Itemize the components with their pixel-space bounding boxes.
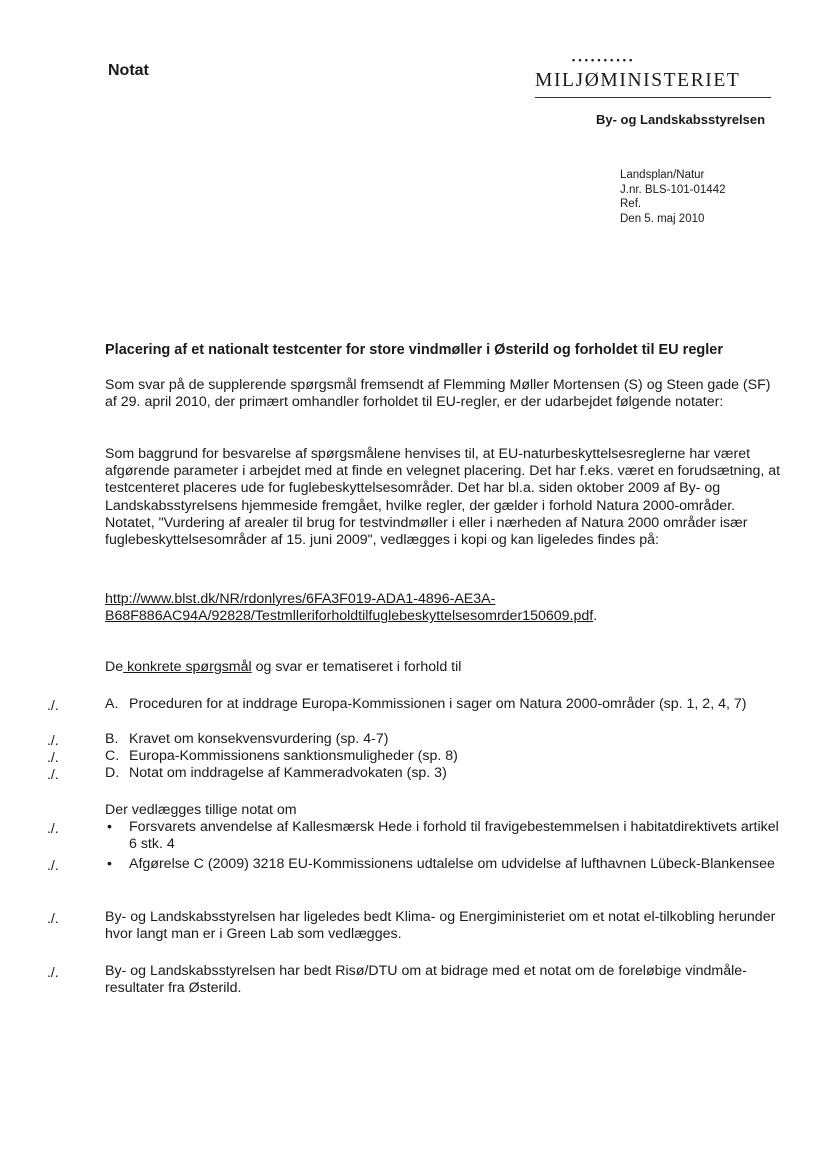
topics-intro xyxy=(105,659,785,676)
reference-block xyxy=(620,168,726,226)
topic-item-d xyxy=(105,765,785,782)
annex-marker: ./. xyxy=(47,820,59,836)
paragraph-green-lab: By- og Landskabsstyrelsen har ligeledes bedt Klima- og Energiministeriet om et notat el-tilkobling herunder hvor langt man er i Green Lab som vedlægges. xyxy=(105,909,776,943)
date: Den 5. maj 2010 xyxy=(620,212,705,225)
extra-intro: Der vedlægges tillige notat om xyxy=(105,802,297,818)
annex-marker: ./. xyxy=(47,697,59,713)
topic-key: B. xyxy=(105,731,119,747)
topic-text: Notat om inddragelse af Kammeradvokaten (sp. 3) xyxy=(129,765,447,781)
agency-name: By- og Landskabsstyrelsen xyxy=(596,112,766,127)
intro-underlined: konkrete spørgsmål xyxy=(123,659,252,675)
topic-text: Proceduren for at inddrage Europa-Kommissionen i sager om Natura 2000-områder (sp. 1, 2, 4, 7) xyxy=(129,696,747,712)
reference: Ref. xyxy=(620,198,642,210)
extra-text: Forsvarets anvendelse af Kallesmærsk Hede i forhold til fravigebestemmelsen i habitatdirektivets artikel 6 stk. 4 xyxy=(129,819,779,853)
document-title: Placering af et nationalt testcenter for store vindmøller i Østerild og forholdet til EU regler xyxy=(105,342,723,358)
doc-type-label: Notat xyxy=(108,62,149,79)
extra-item-2 xyxy=(105,856,785,873)
document-link[interactable] xyxy=(105,591,785,625)
link-line-1[interactable]: http://www.blst.dk/NR/rdonlyres/6FA3F019-ADA1-4896-AE3A- xyxy=(105,591,496,607)
topic-item-b xyxy=(105,731,785,748)
extra-text: Afgørelse C (2009) 3218 EU-Kommissionens udtalelse om udvidelse af lufthavnen Lübeck-Blankensee xyxy=(129,856,775,872)
topic-key: A. xyxy=(105,696,119,712)
ministry-logo-dots: •••••••••• xyxy=(572,55,636,65)
bullet-icon: • xyxy=(107,819,112,835)
logo-underline xyxy=(535,97,771,98)
intro-pre: De xyxy=(105,659,124,675)
link-line-2[interactable]: B68F886AC94A/92828/Testmlleriforholdtilfuglebeskyttelsesomrder150609.pdf xyxy=(105,608,594,625)
annex-marker: ./. xyxy=(47,766,59,782)
paragraph-background: Som baggrund for besvarelse af spørgsmålene henvises til, at EU-naturbeskyttelsesreglerne har været afgørende parameter i arbejdet med at finde en velegnet placering. Det har f.eks. været en forudsætning, at testcenteret placeres ude for fuglebeskyttelsesområder. Det har bl.a. siden oktober 2009 af By- og Landskabsstyrelsens hjemmeside fremgået, hvilke regler, der gælder i forhold Natura 2000-områder. Notatet, "Vurdering af arealer til brug for testvindmøller i eller i nærheden af Natura 2000 områder især fuglebeskyttelsesområder af 15. juni 2009", vedlægges i kopi og kan ligeledes findes på: xyxy=(105,446,781,549)
topic-item-c xyxy=(105,748,785,765)
bullet-icon: • xyxy=(107,856,112,872)
paragraph-riso: By- og Landskabsstyrelsen har bedt Risø/DTU om at bidrage med et notat om de foreløbige vindmåle-resultater fra Østerild. xyxy=(105,963,747,997)
extra-item-1 xyxy=(105,819,785,853)
paragraph-intro: Som svar på de supplerende spørgsmål fremsendt af Flemming Møller Mortensen (S) og Steen gade (SF) af 29. april 2010, der primært omhandler forholdet til EU-regler, er der udarbejdet følgende notater: xyxy=(105,377,771,411)
topic-key: D. xyxy=(105,765,120,781)
topic-item-a xyxy=(105,696,785,713)
annex-marker: ./. xyxy=(47,732,59,748)
intro-post: og svar er tematiseret i forhold til xyxy=(251,659,462,675)
annex-marker: ./. xyxy=(47,910,59,926)
annex-marker: ./. xyxy=(47,964,59,980)
topic-text: Kravet om konsekvensvurdering (sp. 4-7) xyxy=(129,731,389,747)
journal-number: J.nr. BLS-101-01442 xyxy=(620,183,726,196)
annex-marker: ./. xyxy=(47,749,59,765)
ministry-logo: MILJØMINISTERIET xyxy=(535,70,741,91)
topic-key: C. xyxy=(105,748,120,764)
topic-text: Europa-Kommissionens sanktionsmuligheder (sp. 8) xyxy=(129,748,458,764)
department: Landsplan/Natur xyxy=(620,169,705,181)
annex-marker: ./. xyxy=(47,857,59,873)
link-trailing-period: . xyxy=(593,608,598,625)
